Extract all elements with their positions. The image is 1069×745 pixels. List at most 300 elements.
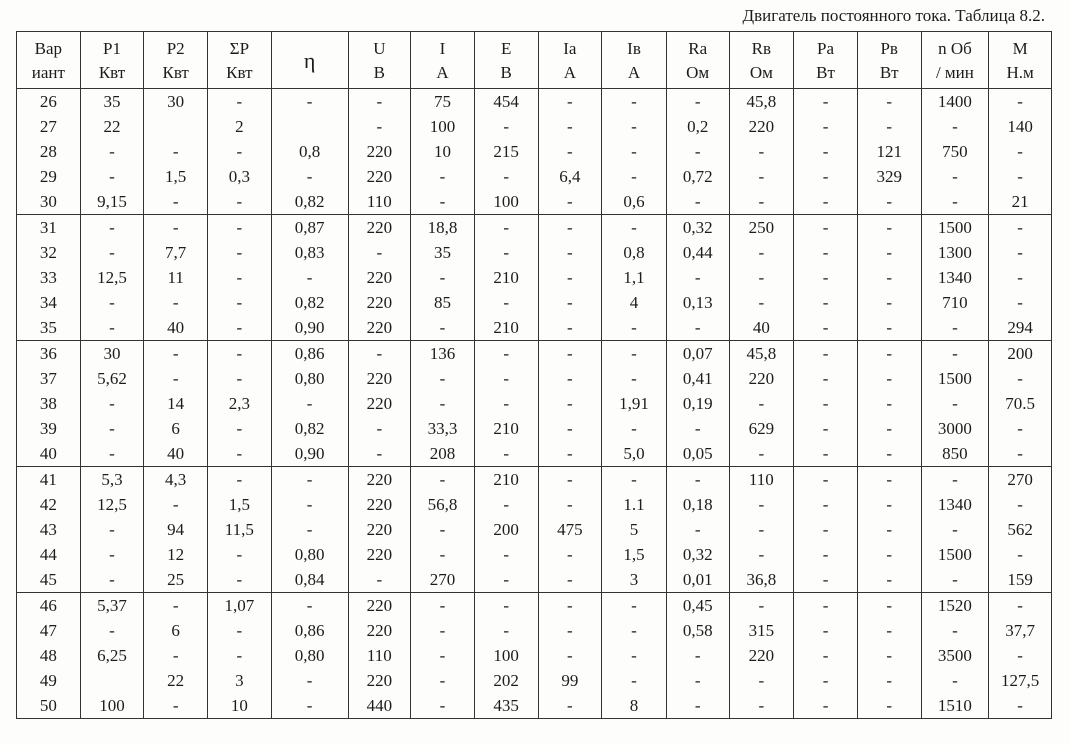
cell-emf: - bbox=[474, 391, 538, 416]
cell-voltage: - bbox=[348, 341, 411, 367]
cell-armature-power: - bbox=[794, 693, 858, 719]
cell-p2: - bbox=[144, 366, 208, 391]
header-p2 bbox=[144, 32, 208, 89]
cell-current: - bbox=[411, 391, 475, 416]
cell-p1: 9,15 bbox=[80, 189, 144, 215]
cell-torque: 70.5 bbox=[989, 391, 1052, 416]
cell-current: 33,3 bbox=[411, 416, 475, 441]
cell-armature-current: - bbox=[538, 315, 602, 341]
header-p2-unit: Квт bbox=[162, 63, 189, 82]
cell-torque: - bbox=[989, 416, 1052, 441]
cell-voltage: - bbox=[348, 441, 411, 467]
cell-speed: 710 bbox=[921, 290, 989, 315]
cell-torque: 562 bbox=[989, 517, 1052, 542]
cell-efficiency: - bbox=[271, 492, 348, 517]
cell-efficiency: 0,8 bbox=[271, 139, 348, 164]
cell-variant: 42 bbox=[17, 492, 81, 517]
cell-sum-p: - bbox=[208, 416, 272, 441]
cell-emf: 210 bbox=[474, 265, 538, 290]
cell-speed: - bbox=[921, 618, 989, 643]
header-armature-resistance bbox=[666, 32, 729, 89]
cell-emf: - bbox=[474, 290, 538, 315]
cell-field-current: - bbox=[602, 366, 667, 391]
cell-armature-current: - bbox=[538, 618, 602, 643]
cell-current: - bbox=[411, 668, 475, 693]
cell-field-resistance: - bbox=[729, 492, 794, 517]
cell-torque: - bbox=[989, 593, 1052, 619]
cell-armature-power: - bbox=[794, 668, 858, 693]
cell-field-current: - bbox=[602, 618, 667, 643]
cell-p1: - bbox=[80, 416, 144, 441]
cell-speed: 1500 bbox=[921, 542, 989, 567]
cell-emf: 210 bbox=[474, 315, 538, 341]
cell-emf: 100 bbox=[474, 189, 538, 215]
header-torque bbox=[989, 32, 1052, 89]
cell-speed: 3500 bbox=[921, 643, 989, 668]
cell-variant: 48 bbox=[17, 643, 81, 668]
cell-speed: - bbox=[921, 114, 989, 139]
cell-voltage: 220 bbox=[348, 366, 411, 391]
cell-current: - bbox=[411, 643, 475, 668]
header-emf-symbol: E bbox=[500, 39, 512, 58]
cell-efficiency: - bbox=[271, 693, 348, 719]
cell-speed: 3000 bbox=[921, 416, 989, 441]
cell-current: 18,8 bbox=[411, 215, 475, 241]
cell-speed: - bbox=[921, 668, 989, 693]
cell-armature-power: - bbox=[794, 441, 858, 467]
cell-armature-current: - bbox=[538, 391, 602, 416]
table-row bbox=[17, 643, 1052, 668]
header-variant-symbol: Вар bbox=[34, 39, 63, 58]
cell-field-resistance: 36,8 bbox=[729, 567, 794, 593]
cell-p2: 40 bbox=[144, 441, 208, 467]
cell-armature-current: - bbox=[538, 693, 602, 719]
cell-p2: 30 bbox=[144, 89, 208, 115]
cell-variant: 41 bbox=[17, 467, 81, 493]
cell-armature-power: - bbox=[794, 265, 858, 290]
cell-p2: - bbox=[144, 643, 208, 668]
table-row bbox=[17, 416, 1052, 441]
cell-sum-p: - bbox=[208, 265, 272, 290]
cell-voltage: 220 bbox=[348, 492, 411, 517]
cell-p1: 5,37 bbox=[80, 593, 144, 619]
cell-p1 bbox=[80, 668, 144, 693]
cell-armature-resistance: 0,18 bbox=[666, 492, 729, 517]
cell-field-power: - bbox=[857, 643, 921, 668]
cell-field-current: 8 bbox=[602, 693, 667, 719]
cell-sum-p: 1,5 bbox=[208, 492, 272, 517]
cell-torque: - bbox=[989, 542, 1052, 567]
cell-sum-p: - bbox=[208, 567, 272, 593]
cell-p1: - bbox=[80, 290, 144, 315]
cell-p1: - bbox=[80, 567, 144, 593]
header-field-power-symbol: Pв bbox=[880, 39, 898, 58]
cell-armature-resistance: 0,58 bbox=[666, 618, 729, 643]
cell-emf: 210 bbox=[474, 467, 538, 493]
cell-efficiency bbox=[271, 114, 348, 139]
cell-field-current: 1,5 bbox=[602, 542, 667, 567]
cell-field-power: - bbox=[857, 441, 921, 467]
cell-current: 208 bbox=[411, 441, 475, 467]
cell-field-resistance: 315 bbox=[729, 618, 794, 643]
cell-variant: 29 bbox=[17, 164, 81, 189]
cell-torque: - bbox=[989, 366, 1052, 391]
header-current-symbol: I bbox=[439, 39, 446, 58]
cell-p1: 12,5 bbox=[80, 265, 144, 290]
cell-field-resistance: 45,8 bbox=[729, 89, 794, 115]
cell-armature-resistance: 0,41 bbox=[666, 366, 729, 391]
cell-armature-resistance: - bbox=[666, 139, 729, 164]
cell-current: - bbox=[411, 189, 475, 215]
cell-armature-resistance: 0,32 bbox=[666, 542, 729, 567]
cell-emf: 200 bbox=[474, 517, 538, 542]
cell-armature-resistance: - bbox=[666, 517, 729, 542]
cell-armature-resistance: - bbox=[666, 416, 729, 441]
cell-sum-p: 3 bbox=[208, 668, 272, 693]
cell-current: - bbox=[411, 315, 475, 341]
cell-armature-power: - bbox=[794, 189, 858, 215]
cell-sum-p: 1,07 bbox=[208, 593, 272, 619]
cell-field-current: - bbox=[602, 215, 667, 241]
cell-armature-current: - bbox=[538, 416, 602, 441]
cell-field-power: - bbox=[857, 492, 921, 517]
cell-p2 bbox=[144, 114, 208, 139]
cell-voltage: 220 bbox=[348, 265, 411, 290]
cell-variant: 35 bbox=[17, 315, 81, 341]
cell-voltage: 220 bbox=[348, 315, 411, 341]
cell-sum-p: - bbox=[208, 189, 272, 215]
cell-armature-current: 6,4 bbox=[538, 164, 602, 189]
cell-armature-current: - bbox=[538, 215, 602, 241]
cell-p2: 7,7 bbox=[144, 240, 208, 265]
header-armature-current bbox=[538, 32, 602, 89]
cell-speed: - bbox=[921, 189, 989, 215]
header-torque-unit: Н.м bbox=[1006, 63, 1034, 82]
cell-variant: 49 bbox=[17, 668, 81, 693]
cell-armature-power: - bbox=[794, 618, 858, 643]
cell-armature-power: - bbox=[794, 643, 858, 668]
cell-field-resistance: 220 bbox=[729, 114, 794, 139]
cell-p2: - bbox=[144, 139, 208, 164]
cell-efficiency: 0,84 bbox=[271, 567, 348, 593]
cell-emf: - bbox=[474, 441, 538, 467]
cell-variant: 47 bbox=[17, 618, 81, 643]
cell-variant: 44 bbox=[17, 542, 81, 567]
cell-emf: - bbox=[474, 341, 538, 367]
cell-field-current: 1,1 bbox=[602, 265, 667, 290]
cell-field-resistance: 629 bbox=[729, 416, 794, 441]
cell-p2: - bbox=[144, 215, 208, 241]
header-emf-unit: B bbox=[500, 63, 512, 82]
cell-efficiency: - bbox=[271, 517, 348, 542]
cell-field-resistance: - bbox=[729, 139, 794, 164]
table-row bbox=[17, 341, 1052, 367]
header-voltage bbox=[348, 32, 411, 89]
header-armature-current-unit: A bbox=[563, 63, 576, 82]
header-field-current-symbol: Iв bbox=[627, 39, 641, 58]
cell-armature-current: - bbox=[538, 593, 602, 619]
cell-speed: 1400 bbox=[921, 89, 989, 115]
cell-p2: 40 bbox=[144, 315, 208, 341]
table-row bbox=[17, 240, 1052, 265]
header-field-current bbox=[602, 32, 667, 89]
cell-field-current: - bbox=[602, 467, 667, 493]
cell-efficiency: - bbox=[271, 391, 348, 416]
cell-variant: 28 bbox=[17, 139, 81, 164]
cell-armature-current: - bbox=[538, 441, 602, 467]
cell-voltage: 440 bbox=[348, 693, 411, 719]
cell-armature-resistance: 0,2 bbox=[666, 114, 729, 139]
cell-field-resistance: - bbox=[729, 693, 794, 719]
cell-speed: 1340 bbox=[921, 265, 989, 290]
cell-emf: - bbox=[474, 567, 538, 593]
table-row bbox=[17, 668, 1052, 693]
cell-current: - bbox=[411, 693, 475, 719]
cell-p1: - bbox=[80, 517, 144, 542]
table-row bbox=[17, 290, 1052, 315]
dc-motor-table bbox=[16, 31, 1052, 719]
cell-field-resistance: - bbox=[729, 517, 794, 542]
cell-field-resistance: 45,8 bbox=[729, 341, 794, 367]
cell-p1: 35 bbox=[80, 89, 144, 115]
cell-armature-resistance: - bbox=[666, 89, 729, 115]
cell-armature-power: - bbox=[794, 290, 858, 315]
cell-p2: 22 bbox=[144, 668, 208, 693]
cell-voltage: 220 bbox=[348, 618, 411, 643]
cell-variant: 38 bbox=[17, 391, 81, 416]
cell-field-power: - bbox=[857, 189, 921, 215]
cell-p2: 12 bbox=[144, 542, 208, 567]
cell-sum-p: 2,3 bbox=[208, 391, 272, 416]
cell-voltage: - bbox=[348, 416, 411, 441]
cell-emf: - bbox=[474, 593, 538, 619]
cell-efficiency: - bbox=[271, 89, 348, 115]
header-variant bbox=[17, 32, 81, 89]
cell-field-resistance: 40 bbox=[729, 315, 794, 341]
cell-torque: - bbox=[989, 492, 1052, 517]
cell-armature-current: - bbox=[538, 139, 602, 164]
cell-speed: 1500 bbox=[921, 215, 989, 241]
cell-sum-p: - bbox=[208, 618, 272, 643]
cell-efficiency: 0,80 bbox=[271, 643, 348, 668]
cell-efficiency: 0,87 bbox=[271, 215, 348, 241]
cell-efficiency: 0,82 bbox=[271, 290, 348, 315]
cell-field-current: - bbox=[602, 643, 667, 668]
cell-efficiency: - bbox=[271, 668, 348, 693]
header-armature-power bbox=[794, 32, 858, 89]
cell-voltage: 220 bbox=[348, 290, 411, 315]
cell-sum-p: - bbox=[208, 215, 272, 241]
cell-sum-p: - bbox=[208, 315, 272, 341]
cell-field-resistance: 220 bbox=[729, 643, 794, 668]
cell-field-current: 1.1 bbox=[602, 492, 667, 517]
cell-field-power: - bbox=[857, 341, 921, 367]
cell-field-resistance: - bbox=[729, 164, 794, 189]
table-row bbox=[17, 517, 1052, 542]
header-field-resistance bbox=[729, 32, 794, 89]
cell-efficiency: - bbox=[271, 265, 348, 290]
cell-p2: - bbox=[144, 189, 208, 215]
cell-emf: - bbox=[474, 366, 538, 391]
table-row bbox=[17, 467, 1052, 493]
cell-torque: 127,5 bbox=[989, 668, 1052, 693]
cell-field-current: 0,6 bbox=[602, 189, 667, 215]
header-armature-power-symbol: Pa bbox=[817, 39, 835, 58]
cell-p2: - bbox=[144, 593, 208, 619]
cell-variant: 36 bbox=[17, 341, 81, 367]
header-speed-unit: / мин bbox=[935, 63, 974, 82]
cell-variant: 26 bbox=[17, 89, 81, 115]
table-row bbox=[17, 265, 1052, 290]
cell-field-current: - bbox=[602, 593, 667, 619]
cell-emf: - bbox=[474, 240, 538, 265]
cell-field-resistance: - bbox=[729, 668, 794, 693]
cell-torque: - bbox=[989, 164, 1052, 189]
cell-sum-p: - bbox=[208, 366, 272, 391]
cell-sum-p: 2 bbox=[208, 114, 272, 139]
cell-voltage: - bbox=[348, 114, 411, 139]
cell-field-current: - bbox=[602, 164, 667, 189]
table-row bbox=[17, 693, 1052, 719]
cell-current: 56,8 bbox=[411, 492, 475, 517]
cell-efficiency: 0,90 bbox=[271, 315, 348, 341]
cell-sum-p: - bbox=[208, 290, 272, 315]
table-row bbox=[17, 164, 1052, 189]
header-field-resistance-unit: Ом bbox=[749, 63, 773, 82]
cell-emf: - bbox=[474, 164, 538, 189]
cell-armature-resistance: 0,13 bbox=[666, 290, 729, 315]
cell-p2: 11 bbox=[144, 265, 208, 290]
cell-armature-resistance: 0,07 bbox=[666, 341, 729, 367]
cell-variant: 34 bbox=[17, 290, 81, 315]
cell-emf: 100 bbox=[474, 643, 538, 668]
cell-p1: 5,62 bbox=[80, 366, 144, 391]
cell-voltage: 220 bbox=[348, 467, 411, 493]
cell-p2: 94 bbox=[144, 517, 208, 542]
cell-field-current: - bbox=[602, 139, 667, 164]
cell-field-current: 4 bbox=[602, 290, 667, 315]
cell-voltage: - bbox=[348, 240, 411, 265]
cell-p1: - bbox=[80, 542, 144, 567]
cell-current: - bbox=[411, 164, 475, 189]
table-row bbox=[17, 618, 1052, 643]
cell-variant: 27 bbox=[17, 114, 81, 139]
header-p1 bbox=[80, 32, 144, 89]
cell-variant: 40 bbox=[17, 441, 81, 467]
table-row bbox=[17, 391, 1052, 416]
table-header bbox=[17, 32, 1052, 89]
cell-current: 100 bbox=[411, 114, 475, 139]
cell-armature-power: - bbox=[794, 416, 858, 441]
cell-sum-p: 10 bbox=[208, 693, 272, 719]
cell-armature-current: - bbox=[538, 240, 602, 265]
header-row bbox=[17, 32, 1052, 89]
cell-torque: 140 bbox=[989, 114, 1052, 139]
table-row bbox=[17, 542, 1052, 567]
cell-sum-p: - bbox=[208, 467, 272, 493]
cell-efficiency: 0,82 bbox=[271, 416, 348, 441]
cell-efficiency: - bbox=[271, 467, 348, 493]
cell-voltage: 110 bbox=[348, 643, 411, 668]
cell-armature-current: - bbox=[538, 89, 602, 115]
cell-speed: 850 bbox=[921, 441, 989, 467]
cell-armature-current: - bbox=[538, 290, 602, 315]
cell-armature-power: - bbox=[794, 567, 858, 593]
cell-current: 270 bbox=[411, 567, 475, 593]
cell-speed: - bbox=[921, 467, 989, 493]
cell-armature-power: - bbox=[794, 315, 858, 341]
cell-armature-power: - bbox=[794, 139, 858, 164]
header-sum-p-symbol: ΣP bbox=[229, 39, 250, 58]
cell-speed: 1500 bbox=[921, 366, 989, 391]
header-field-current-unit: A bbox=[627, 63, 641, 82]
cell-current: 75 bbox=[411, 89, 475, 115]
cell-current: - bbox=[411, 593, 475, 619]
cell-current: - bbox=[411, 265, 475, 290]
cell-p1: - bbox=[80, 164, 144, 189]
cell-field-power: - bbox=[857, 668, 921, 693]
header-efficiency-symbol: η bbox=[303, 48, 316, 73]
cell-armature-current: - bbox=[538, 189, 602, 215]
table-row bbox=[17, 139, 1052, 164]
cell-speed: 1520 bbox=[921, 593, 989, 619]
cell-emf: - bbox=[474, 215, 538, 241]
cell-current: 35 bbox=[411, 240, 475, 265]
cell-sum-p: - bbox=[208, 240, 272, 265]
cell-efficiency: 0,86 bbox=[271, 618, 348, 643]
header-voltage-unit: B bbox=[373, 63, 385, 82]
cell-field-power: 329 bbox=[857, 164, 921, 189]
header-p1-symbol: P1 bbox=[103, 39, 121, 58]
cell-field-resistance: 110 bbox=[729, 467, 794, 493]
cell-armature-current: - bbox=[538, 341, 602, 367]
cell-efficiency: 0,82 bbox=[271, 189, 348, 215]
header-efficiency bbox=[271, 32, 348, 89]
cell-field-current: - bbox=[602, 114, 667, 139]
cell-voltage: 220 bbox=[348, 517, 411, 542]
cell-field-current: - bbox=[602, 668, 667, 693]
cell-field-resistance: - bbox=[729, 542, 794, 567]
table-row bbox=[17, 366, 1052, 391]
cell-p2: 14 bbox=[144, 391, 208, 416]
cell-variant: 39 bbox=[17, 416, 81, 441]
header-current-unit: A bbox=[436, 63, 449, 82]
cell-armature-power: - bbox=[794, 215, 858, 241]
cell-voltage: 110 bbox=[348, 189, 411, 215]
cell-armature-resistance: - bbox=[666, 315, 729, 341]
cell-sum-p: - bbox=[208, 542, 272, 567]
header-armature-power-unit: Вт bbox=[816, 63, 835, 82]
cell-variant: 31 bbox=[17, 215, 81, 241]
cell-field-resistance: 250 bbox=[729, 215, 794, 241]
cell-field-power: - bbox=[857, 593, 921, 619]
table-row bbox=[17, 492, 1052, 517]
cell-current: 136 bbox=[411, 341, 475, 367]
cell-torque: 270 bbox=[989, 467, 1052, 493]
table-row bbox=[17, 89, 1052, 115]
cell-current: - bbox=[411, 618, 475, 643]
table-caption: Двигатель постоянного тока. Таблица 8.2. bbox=[742, 6, 1045, 25]
cell-armature-power: - bbox=[794, 164, 858, 189]
cell-efficiency: 0,86 bbox=[271, 341, 348, 367]
cell-armature-resistance: - bbox=[666, 693, 729, 719]
cell-armature-current: - bbox=[538, 567, 602, 593]
cell-current: 85 bbox=[411, 290, 475, 315]
cell-voltage: 220 bbox=[348, 593, 411, 619]
cell-field-resistance: - bbox=[729, 593, 794, 619]
cell-current: - bbox=[411, 517, 475, 542]
cell-voltage: 220 bbox=[348, 139, 411, 164]
